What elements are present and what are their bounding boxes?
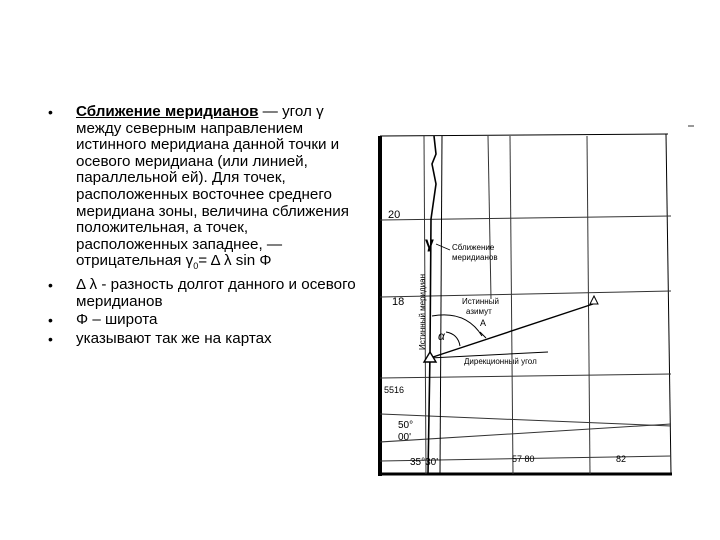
a-symbol: A (480, 318, 487, 328)
formula-expression: = Δ λ sin Φ (198, 252, 272, 270)
bottom-label-82: 82 (616, 454, 627, 464)
convergence-label-line2: меридианов (452, 253, 498, 262)
bullet-item-longitude-diff (48, 277, 363, 310)
gamma-symbol: γ (425, 235, 434, 252)
formula-gamma: γ (185, 252, 194, 270)
alpha-symbol: α (438, 329, 445, 343)
grid-label-20: 20 (388, 209, 401, 221)
bullet-text: Φ – широта (76, 311, 158, 329)
formula-subscript: 0 (193, 261, 199, 272)
azimuth-label-line1: Истинный (462, 297, 499, 306)
true-meridian (428, 136, 442, 474)
bullet-item-latitude (48, 312, 363, 329)
bullet-item-maps (48, 331, 363, 348)
direction-angle-label: Дирекционный угол (464, 357, 537, 366)
bullet-text: Δ λ - разность долгот данного и осевого меридианов (76, 275, 356, 310)
grid-label-18: 18 (392, 296, 405, 308)
grid-label-5516: 5516 (384, 385, 405, 395)
convergence-label-line1: Сближение (452, 243, 495, 252)
definition-text: — угол γ между северным направлением истинного меридиана данной точки и осевого меридиана (или линией, параллельной ей). Для точек, расположенных восточнее среднего меридиана зоны, величина сближения положительная, а точек, расположенных западнее, — отрицательная (76, 103, 349, 270)
latitude-label-degrees: 50° (398, 420, 414, 431)
point-markers (424, 296, 598, 362)
meridian-label: Истинный меридиан (418, 273, 427, 350)
bullet-text: указывают так же на картах (76, 329, 272, 347)
bullet-item-definition (48, 104, 363, 275)
latitude-label-minutes: 00' (398, 432, 412, 443)
convergence-pointer (436, 244, 450, 250)
bullet-list (48, 104, 363, 349)
azimuth-label-line2: азимут (466, 307, 492, 316)
term-meridian-convergence: Сближение меридианов (76, 103, 259, 120)
map-diagram (368, 124, 698, 484)
bottom-label-5780: 57 80 (512, 454, 535, 464)
longitude-label: 35°30' (410, 457, 439, 468)
